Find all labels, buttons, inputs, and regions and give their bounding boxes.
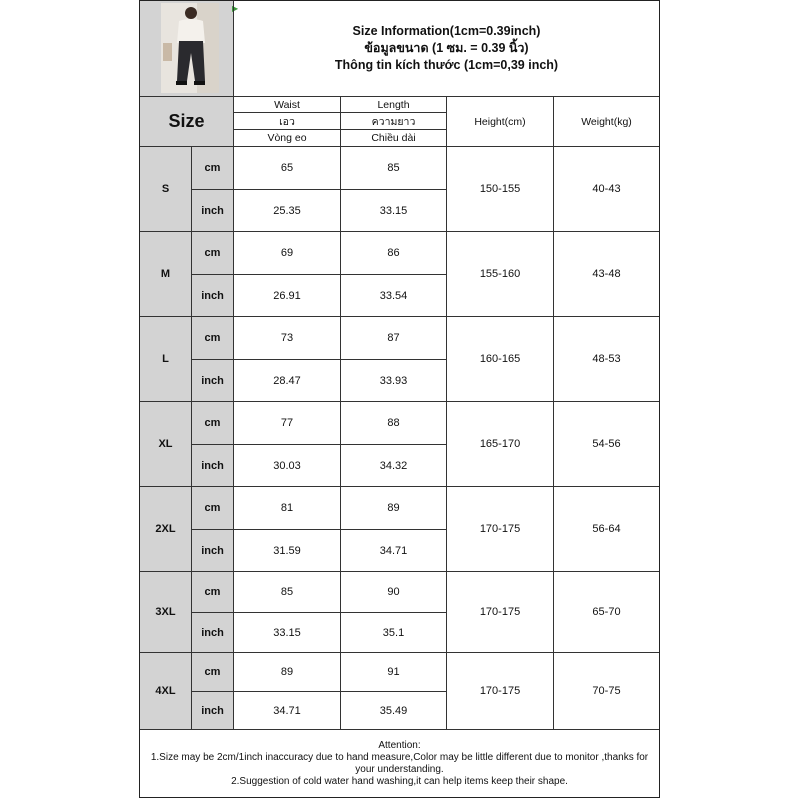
unit-cm-label: cm xyxy=(191,571,233,612)
length-header-vi: Chiều dài xyxy=(340,129,446,146)
attention-note xyxy=(140,729,659,797)
weight-value: 54-56 xyxy=(553,401,659,486)
waist-cm-value: 69 xyxy=(233,231,340,274)
length-cm-value: 85 xyxy=(340,146,446,189)
unit-inch-label: inch xyxy=(191,529,233,571)
product-photo-icon xyxy=(161,3,219,93)
size-header: Size xyxy=(140,96,233,146)
waist-cm-value: 73 xyxy=(233,316,340,359)
title-block xyxy=(233,1,659,96)
length-cm-value: 88 xyxy=(340,401,446,444)
unit-inch-label: inch xyxy=(191,612,233,652)
height-value: 170-175 xyxy=(446,571,553,652)
length-inch-value: 35.1 xyxy=(340,612,446,652)
waist-inch-value: 26.91 xyxy=(233,274,340,316)
length-inch-value: 33.93 xyxy=(340,359,446,401)
unit-cm-label: cm xyxy=(191,401,233,444)
size-label: M xyxy=(140,231,191,316)
size-label: 2XL xyxy=(140,486,191,571)
unit-cm-label: cm xyxy=(191,316,233,359)
length-cm-value: 91 xyxy=(340,652,446,691)
waist-inch-value: 25.35 xyxy=(233,189,340,231)
waist-inch-value: 30.03 xyxy=(233,444,340,486)
waist-header-en: Waist xyxy=(233,96,340,112)
title-line-th: ข้อมูลขนาด (1 ซม. = 0.39 นิ้ว) xyxy=(364,41,529,55)
unit-cm-label: cm xyxy=(191,652,233,691)
length-inch-value: 34.32 xyxy=(340,444,446,486)
length-cm-value: 89 xyxy=(340,486,446,529)
waist-inch-value: 34.71 xyxy=(233,691,340,729)
length-inch-value: 33.54 xyxy=(340,274,446,316)
size-label: XL xyxy=(140,401,191,486)
waist-header-vi: Vòng eo xyxy=(233,129,340,146)
unit-cm-label: cm xyxy=(191,486,233,529)
weight-value: 48-53 xyxy=(553,316,659,401)
weight-header: Weight(kg) xyxy=(553,96,659,146)
unit-cm-label: cm xyxy=(191,146,233,189)
length-inch-value: 35.49 xyxy=(340,691,446,729)
attention-line-2: 2.Suggestion of cold water hand washing,it can help items keep their shape. xyxy=(231,775,568,787)
length-header-en: Length xyxy=(340,96,446,112)
weight-value: 56-64 xyxy=(553,486,659,571)
length-cm-value: 86 xyxy=(340,231,446,274)
height-value: 155-160 xyxy=(446,231,553,316)
waist-inch-value: 31.59 xyxy=(233,529,340,571)
waist-inch-value: 28.47 xyxy=(233,359,340,401)
weight-value: 40-43 xyxy=(553,146,659,231)
height-value: 170-175 xyxy=(446,486,553,571)
waist-cm-value: 81 xyxy=(233,486,340,529)
waist-cm-value: 85 xyxy=(233,571,340,612)
unit-inch-label: inch xyxy=(191,444,233,486)
height-value: 150-155 xyxy=(446,146,553,231)
product-photo-cell xyxy=(140,1,233,96)
unit-cm-label: cm xyxy=(191,231,233,274)
size-label: L xyxy=(140,316,191,401)
length-inch-value: 33.15 xyxy=(340,189,446,231)
size-chart xyxy=(139,0,660,798)
corner-arrow-icon: ▶ xyxy=(232,4,239,13)
size-label: S xyxy=(140,146,191,231)
waist-cm-value: 89 xyxy=(233,652,340,691)
weight-value: 43-48 xyxy=(553,231,659,316)
length-cm-value: 87 xyxy=(340,316,446,359)
waist-header-th: เอว xyxy=(233,112,340,129)
height-value: 170-175 xyxy=(446,652,553,729)
length-inch-value: 34.71 xyxy=(340,529,446,571)
unit-inch-label: inch xyxy=(191,691,233,729)
unit-inch-label: inch xyxy=(191,189,233,231)
height-value: 160-165 xyxy=(446,316,553,401)
height-header: Height(cm) xyxy=(446,96,553,146)
attention-heading: Attention: xyxy=(378,739,421,751)
unit-inch-label: inch xyxy=(191,274,233,316)
title-line-en: Size Information(1cm=0.39inch) xyxy=(352,24,541,38)
unit-inch-label: inch xyxy=(191,359,233,401)
waist-inch-value: 33.15 xyxy=(233,612,340,652)
weight-value: 70-75 xyxy=(553,652,659,729)
attention-line-1: 1.Size may be 2cm/1inch inaccuracy due to hand measure,Color may be little different due to monitor ,thanks for your understanding. xyxy=(150,751,649,775)
height-value: 165-170 xyxy=(446,401,553,486)
title-line-vi: Thông tin kích thước (1cm=0,39 inch) xyxy=(334,58,559,72)
size-label: 4XL xyxy=(140,652,191,729)
waist-cm-value: 65 xyxy=(233,146,340,189)
length-cm-value: 90 xyxy=(340,571,446,612)
length-header-th: ความยาว xyxy=(340,112,446,129)
size-label: 3XL xyxy=(140,571,191,652)
weight-value: 65-70 xyxy=(553,571,659,652)
waist-cm-value: 77 xyxy=(233,401,340,444)
